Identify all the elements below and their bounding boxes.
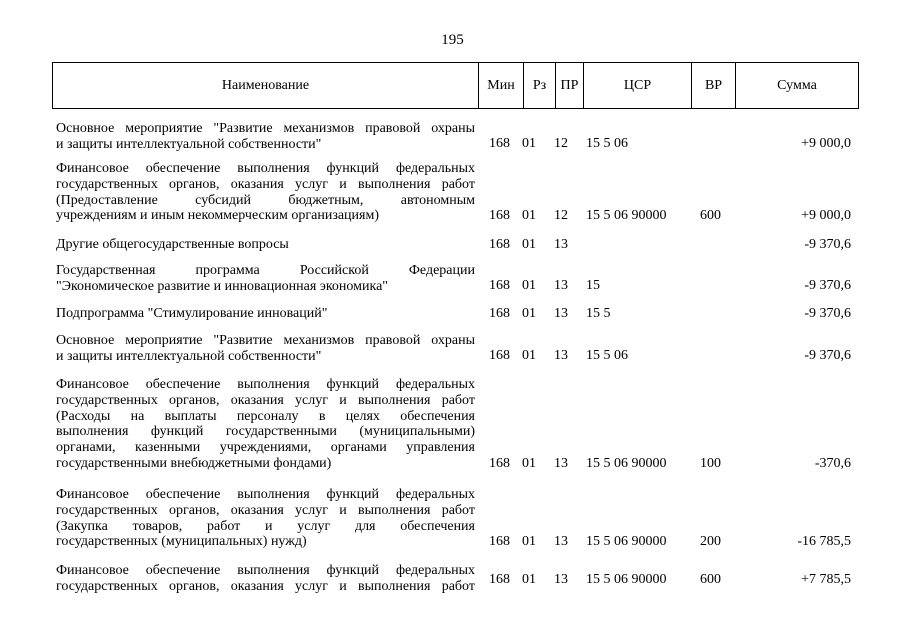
cell-csr: 15 5 06 90000 bbox=[586, 208, 667, 223]
cell-sum: -9 370,6 bbox=[804, 278, 851, 293]
cell-vr: 600 bbox=[700, 208, 721, 223]
cell-csr: 15 5 06 bbox=[586, 348, 628, 363]
cell-sum: +9 000,0 bbox=[801, 136, 851, 151]
header-csr: ЦСР bbox=[583, 63, 691, 108]
table-row bbox=[0, 306, 905, 322]
row-name bbox=[56, 306, 475, 322]
name-line: (Закупка товаров, работ и услуг для обеспечения bbox=[56, 518, 475, 534]
cell-rz: 01 bbox=[522, 208, 536, 223]
cell-sum: -9 370,6 bbox=[804, 237, 851, 252]
cell-csr: 15 5 06 90000 bbox=[586, 534, 667, 549]
cell-pr: 12 bbox=[554, 208, 568, 223]
cell-rz: 01 bbox=[522, 534, 536, 549]
cell-pr: 13 bbox=[554, 534, 568, 549]
cell-pr: 13 bbox=[554, 572, 568, 587]
cell-min: 168 bbox=[489, 208, 510, 223]
table-row bbox=[0, 333, 905, 364]
cell-sum: +9 000,0 bbox=[801, 208, 851, 223]
cell-vr: 600 bbox=[700, 572, 721, 587]
name-line: "Экономическое развитие и инновационная экономика" bbox=[56, 278, 389, 294]
cell-rz: 01 bbox=[522, 136, 536, 151]
table-row bbox=[0, 161, 905, 224]
header-vr: ВР bbox=[691, 63, 735, 108]
cell-min: 168 bbox=[489, 237, 510, 252]
name-line: Подпрограмма "Стимулирование инноваций" bbox=[56, 306, 328, 321]
name-line: государственных органов, оказания услуг и выполнения работ bbox=[56, 578, 475, 594]
cell-csr: 15 bbox=[586, 278, 600, 293]
name-line: государственными внебюджетными фондами) bbox=[56, 455, 332, 471]
cell-min: 168 bbox=[489, 534, 510, 549]
row-name bbox=[56, 263, 475, 295]
name-line: государственных органов, оказания услуг и выполнения работ bbox=[56, 502, 475, 518]
row-name bbox=[56, 333, 475, 365]
cell-pr: 13 bbox=[554, 278, 568, 293]
header-pr: ПР bbox=[555, 63, 583, 108]
row-name bbox=[56, 487, 475, 550]
name-line: Финансовое обеспечение выполнения функций федеральных bbox=[56, 487, 475, 502]
cell-rz: 01 bbox=[522, 572, 536, 587]
row-name bbox=[56, 237, 475, 253]
table-row bbox=[0, 121, 905, 152]
cell-pr: 13 bbox=[554, 456, 568, 471]
cell-csr: 15 5 06 bbox=[586, 136, 628, 151]
name-line: Финансовое обеспечение выполнения функций федеральных bbox=[56, 161, 475, 176]
cell-sum: -9 370,6 bbox=[804, 348, 851, 363]
cell-vr: 100 bbox=[700, 456, 721, 471]
name-line: Основное мероприятие "Развитие механизмов правовой охраны bbox=[56, 333, 475, 348]
row-name bbox=[56, 377, 475, 472]
name-line: Финансовое обеспечение выполнения функций федеральных bbox=[56, 563, 475, 578]
cell-min: 168 bbox=[489, 306, 510, 321]
table-row bbox=[0, 487, 905, 550]
table-row bbox=[0, 237, 905, 253]
name-line: государственных органов, оказания услуг и выполнения работ bbox=[56, 176, 475, 192]
page-number: 195 bbox=[441, 32, 464, 48]
name-line: органами, казенными учреждениями, органами управления bbox=[56, 440, 475, 456]
cell-rz: 01 bbox=[522, 348, 536, 363]
cell-pr: 13 bbox=[554, 348, 568, 363]
name-line: Финансовое обеспечение выполнения функций федеральных bbox=[56, 377, 475, 392]
cell-sum: -370,6 bbox=[814, 456, 851, 471]
cell-pr: 13 bbox=[554, 306, 568, 321]
header-min: Мин bbox=[478, 63, 523, 108]
name-line: и защиты интеллектуальной собственности" bbox=[56, 348, 322, 364]
name-line: и защиты интеллектуальной собственности" bbox=[56, 136, 322, 152]
name-line: (Предоставление субсидий бюджетным, автономным bbox=[56, 192, 475, 208]
name-line: Основное мероприятие "Развитие механизмов правовой охраны bbox=[56, 121, 475, 136]
table-header bbox=[52, 62, 859, 109]
name-line: (Расходы на выплаты персоналу в целях обеспечения bbox=[56, 408, 475, 424]
name-line: выполнения функций государственными (муниципальными) bbox=[56, 424, 475, 440]
cell-csr: 15 5 bbox=[586, 306, 611, 321]
cell-pr: 13 bbox=[554, 237, 568, 252]
cell-sum: +7 785,5 bbox=[801, 572, 851, 587]
cell-min: 168 bbox=[489, 278, 510, 293]
header-name: Наименование bbox=[221, 78, 310, 93]
cell-min: 168 bbox=[489, 572, 510, 587]
cell-vr: 200 bbox=[700, 534, 721, 549]
cell-sum: -16 785,5 bbox=[797, 534, 851, 549]
cell-pr: 12 bbox=[554, 136, 568, 151]
cell-min: 168 bbox=[489, 456, 510, 471]
row-name bbox=[56, 121, 475, 153]
name-line: государственных (муниципальных) нужд) bbox=[56, 534, 307, 550]
cell-min: 168 bbox=[489, 136, 510, 151]
cell-min: 168 bbox=[489, 348, 510, 363]
name-line: учреждениям и иным некоммерческим организациям) bbox=[56, 208, 380, 224]
header-sum: Сумма bbox=[735, 63, 858, 108]
cell-rz: 01 bbox=[522, 306, 536, 321]
row-name bbox=[56, 563, 475, 595]
name-line: Другие общегосударственные вопросы bbox=[56, 237, 289, 252]
table-row bbox=[0, 563, 905, 594]
row-name bbox=[56, 161, 475, 224]
header-rz: Рз bbox=[523, 63, 555, 108]
name-line: государственных органов, оказания услуг и выполнения работ bbox=[56, 392, 475, 408]
cell-rz: 01 bbox=[522, 278, 536, 293]
name-line: Государственная программа Российской Федерации bbox=[56, 263, 475, 278]
cell-rz: 01 bbox=[522, 456, 536, 471]
cell-csr: 15 5 06 90000 bbox=[586, 572, 667, 587]
cell-csr: 15 5 06 90000 bbox=[586, 456, 667, 471]
cell-rz: 01 bbox=[522, 237, 536, 252]
table-row bbox=[0, 377, 905, 472]
table-row bbox=[0, 263, 905, 294]
cell-sum: -9 370,6 bbox=[804, 306, 851, 321]
